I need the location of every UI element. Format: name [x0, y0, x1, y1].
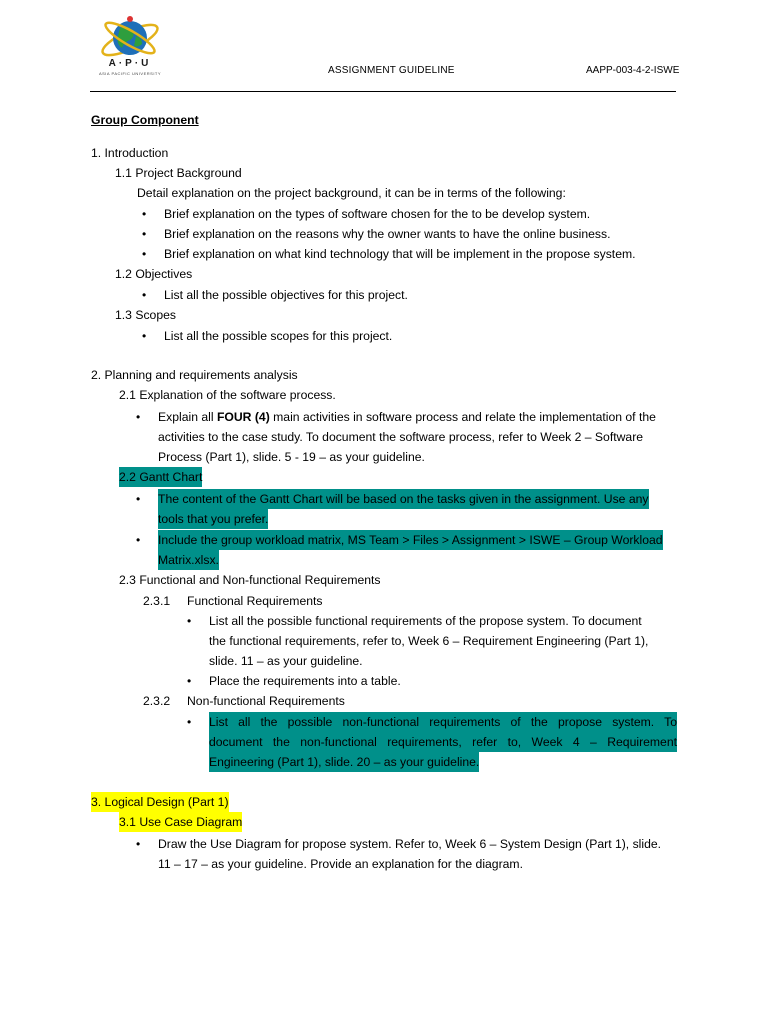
bullet-icon: •	[187, 674, 192, 688]
list-item: Place the requirements into a table.	[209, 674, 401, 688]
text-run-bold: FOUR (4)	[216, 410, 270, 424]
section-heading: Group Component	[91, 113, 199, 127]
section-1-1-intro: Detail explanation on the project background, it can be in terms of the following:	[137, 186, 566, 200]
list-item: The content of the Gantt Chart will be based on the tasks given in the assignment. Use any	[158, 489, 649, 509]
list-item-continuation: activities to the case study. To document the software process, refer to Week 2 – Software	[158, 430, 644, 444]
bullet-icon: •	[187, 614, 192, 628]
list-item: Include the group workload matrix, MS Team > Files > Assignment > ISWE – Group Workload	[158, 530, 663, 550]
section-2-3-title: 2.3 Functional and Non-functional Requirements	[119, 573, 381, 587]
section-1-title: 1. Introduction	[91, 146, 169, 160]
list-item: List all the possible scopes for this project.	[164, 329, 393, 343]
header-divider	[90, 91, 676, 92]
list-item: Draw the Use Diagram for propose system. Refer to, Week 6 – System Design (Part 1), slide.	[158, 837, 662, 851]
section-2-3-2-title: Non-functional Requirements	[187, 694, 345, 708]
bullet-icon: •	[136, 837, 141, 851]
list-item-continuation: tools that you prefer.	[158, 509, 268, 529]
list-item-continuation: Matrix.xlsx.	[158, 550, 219, 570]
bullet-icon: •	[136, 533, 141, 547]
section-2-3-2-number: 2.3.2	[143, 694, 171, 708]
bullet-icon: •	[142, 207, 147, 221]
list-item-continuation: slide. 11 – as your guideline.	[209, 654, 363, 668]
section-2-1-title: 2.1 Explanation of the software process.	[119, 388, 336, 402]
section-3-title: 3. Logical Design (Part 1)	[91, 792, 229, 812]
bullet-icon: •	[136, 410, 141, 424]
text-run: Explain all	[158, 410, 217, 424]
section-2-3-1-title: Functional Requirements	[187, 594, 323, 608]
list-item: List all the possible objectives for this project.	[164, 288, 408, 302]
list-item: Brief explanation on the types of software chosen for the to be develop system.	[164, 207, 591, 221]
list-item: Brief explanation on the reasons why the owner wants to have the online business.	[164, 227, 611, 241]
text-run: main activities in software process and relate the implementation of the	[269, 410, 656, 424]
bullet-icon: •	[142, 329, 147, 343]
section-2-3-1-number: 2.3.1	[143, 594, 171, 608]
bullet-icon: •	[142, 247, 147, 261]
logo-subtitle: ASIA PACIFIC UNIVERSITY	[98, 71, 162, 76]
list-item: Brief explanation on what kind technology that will be implement in the propose system.	[164, 247, 636, 261]
bullet-icon: •	[142, 288, 147, 302]
list-item-continuation: Process (Part 1), slide. 5 - 19 – as your guideline.	[158, 450, 425, 464]
bullet-icon: •	[142, 227, 147, 241]
list-item-continuation: the functional requirements, refer to, Week 6 – Requirement Engineering (Part 1),	[209, 634, 649, 648]
bullet-icon: •	[136, 492, 141, 506]
section-3-1-title: 3.1 Use Case Diagram	[119, 812, 242, 832]
list-item-continuation: Engineering (Part 1), slide. 20 – as your guideline.	[209, 752, 479, 772]
list-item	[158, 407, 656, 427]
document-title: ASSIGNMENT GUIDELINE	[328, 65, 455, 76]
list-item: List all the possible functional requirements of the propose system. To document	[209, 614, 642, 628]
section-2-title: 2. Planning and requirements analysis	[91, 368, 298, 382]
logo-letters: A·P·U	[108, 58, 152, 69]
list-item: List all the possible non-functional requirements of the propose system. To	[209, 712, 677, 732]
bullet-icon: •	[187, 715, 192, 729]
list-item-continuation: document the non-functional requirements, refer to, Week 4 – Requirement	[209, 732, 677, 752]
section-2-2-title: 2.2 Gantt Chart	[119, 467, 202, 487]
section-1-3-title: 1.3 Scopes	[115, 308, 176, 322]
section-1-1-title: 1.1 Project Background	[115, 166, 242, 180]
list-item-continuation: 11 – 17 – as your guideline. Provide an explanation for the diagram.	[158, 857, 523, 871]
document-code: AAPP-003-4-2-ISWE	[586, 65, 680, 76]
section-1-2-title: 1.2 Objectives	[115, 267, 193, 281]
